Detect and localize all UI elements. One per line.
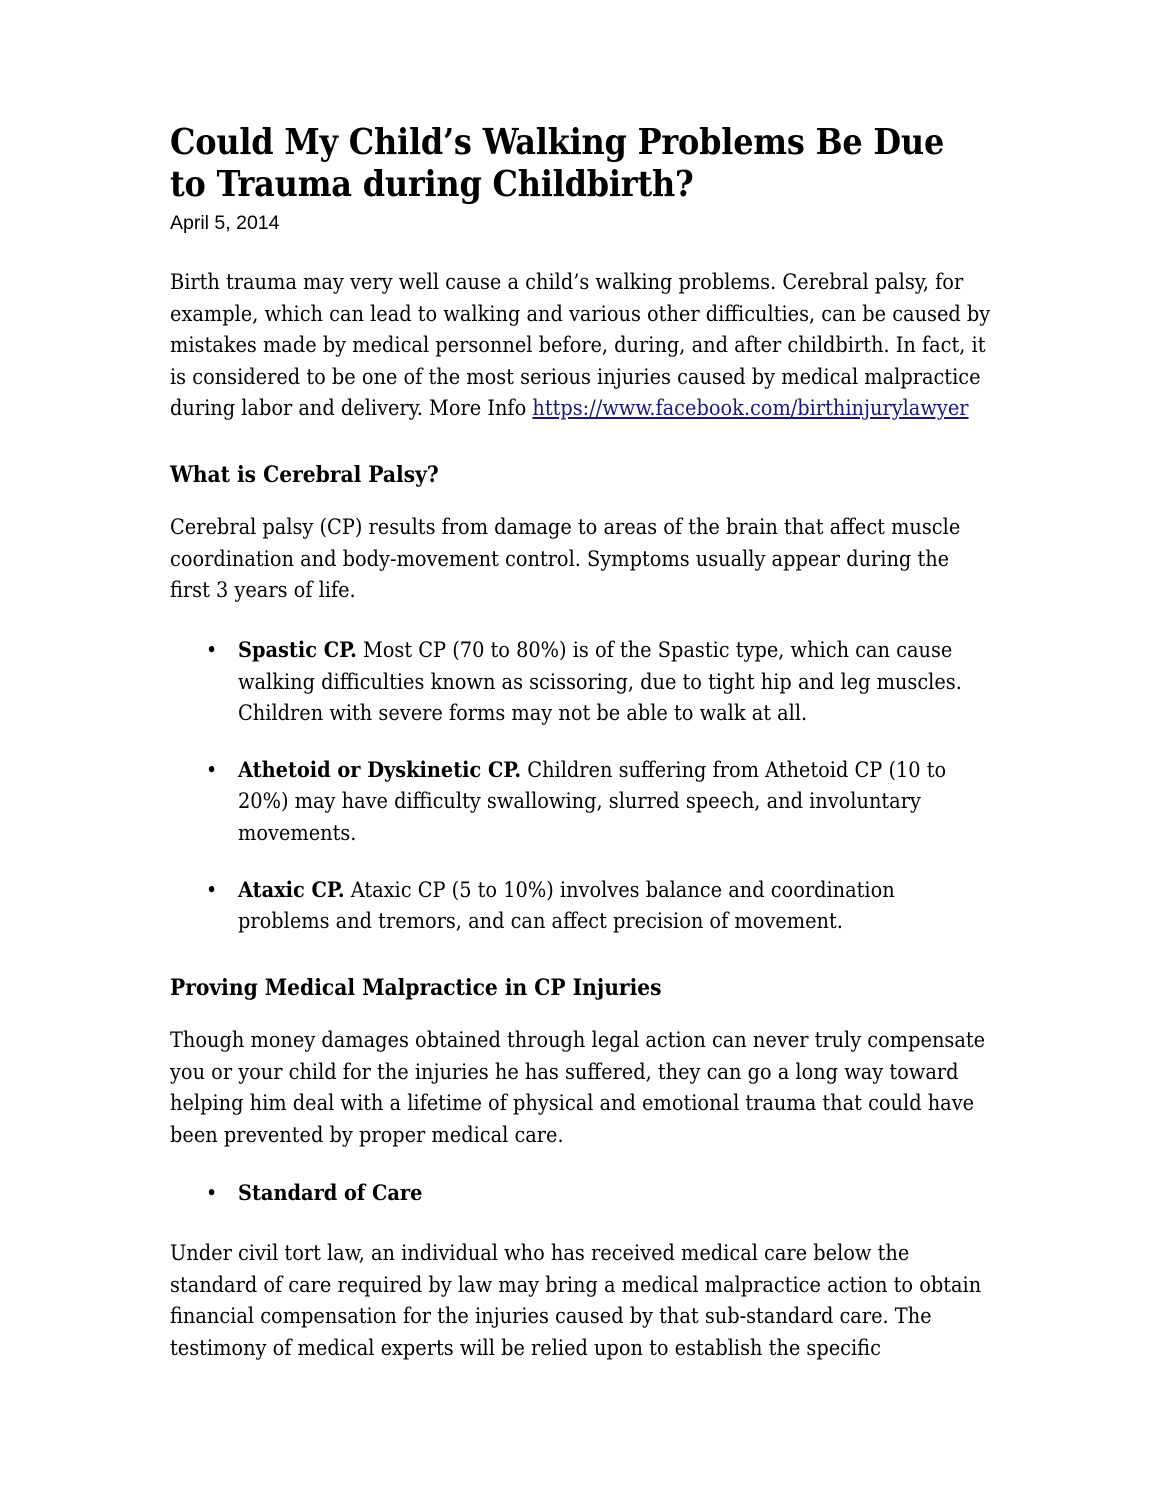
cerebral-palsy-paragraph: Cerebral palsy (CP) results from damage to areas of the brain that affect muscle coordination and body-movement control. Symptoms usually appear during the first 3 years of life. [170, 515, 961, 604]
section-heading-cerebral-palsy: What is Cerebral Palsy? [170, 462, 439, 489]
list-item-term: Athetoid or Dyskinetic CP. [238, 757, 522, 783]
list-item [170, 635, 992, 730]
intro-paragraph [170, 267, 992, 425]
document-content [170, 122, 992, 1364]
intro-paragraph-text: Birth trauma may very well cause a child’s walking problems. Cerebral palsy, for example, which can lead to walking and various other difficulties, can be caused by mistakes made by medical personnel before, during, and after childbirth. In fact, it is considered to be one of the most serious injuries caused by medical malpractice during labor and delivery. More Info [170, 270, 991, 422]
list-item [170, 875, 992, 938]
list-item-description: Children suffering from Athetoid CP (10 to 20%) may have difficulty swallowing, slurred speech, and involuntary movements. [238, 757, 947, 847]
list-item-description: Ataxic CP (5 to 10%) involves balance and coordination problems and tremors, and can affect precision of movement. [238, 877, 895, 935]
list-item-term: Ataxic CP. [238, 877, 345, 903]
list-item [170, 755, 992, 850]
page-title: Could My Child’s Walking Problems Be Due to Trauma during Childbirth? [170, 122, 945, 205]
list-item-description: Most CP (70 to 80%) is of the Spastic type, which can cause walking difficulties known as scissoring, due to tight hip and leg muscles. Children with severe forms may not be able to walk at all. [238, 638, 962, 727]
facebook-link[interactable]: https://www.facebook.com/birthinjurylawyer [532, 396, 969, 422]
standard-of-care-list [170, 1178, 992, 1210]
list-item-term: Spastic CP. [238, 638, 357, 664]
section-heading-malpractice: Proving Medical Malpractice in CP Injuries [170, 974, 662, 1001]
cp-types-list [170, 635, 992, 938]
tort-law-paragraph: Under civil tort law, an individual who has received medical care below the standard of care required by law may bring a medical malpractice action to obtain financial compensation for the injuries caused by that sub-standard care. The testimony of medical experts will be relied upon to establish the specific [170, 1241, 982, 1361]
damages-paragraph: Though money damages obtained through legal action can never truly compensate you or your child for the injuries he has suffered, they can go a long way toward helping him deal with a lifetime of physical and emotional trauma that could have been prevented by proper medical care. [170, 1028, 986, 1148]
list-item-term: Standard of Care [238, 1181, 423, 1207]
publish-date: April 5, 2014 [170, 211, 280, 234]
list-item [170, 1178, 992, 1210]
